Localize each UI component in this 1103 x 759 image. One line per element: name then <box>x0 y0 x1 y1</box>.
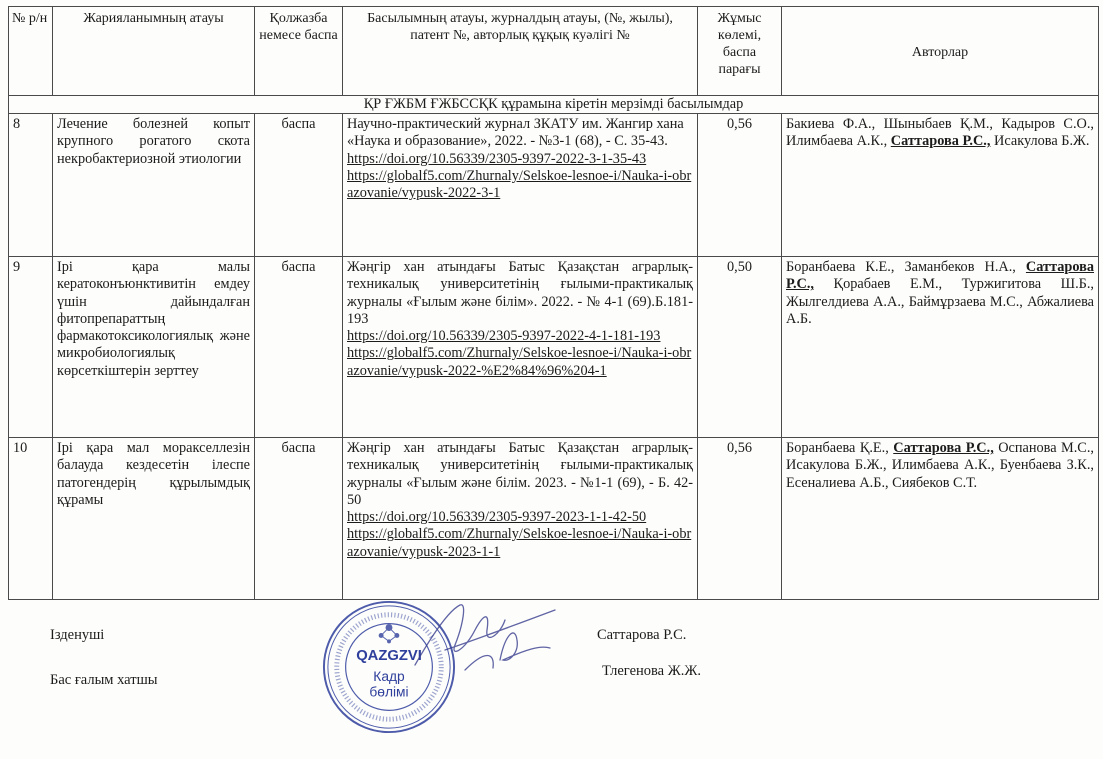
header-volume: Жұмыс көлемі, баспа парағы <box>698 7 782 96</box>
publication-source <box>343 438 698 600</box>
publication-source <box>343 114 698 257</box>
highlighted-author: Саттарова Р.С., <box>893 440 994 456</box>
authors-after: Оспанова М.С., Исакулова Б.Ж., Илимбаева А.К., Буенбаева З.К., Есеналиева А.Б., Сиябеков С.Т. <box>786 440 1094 491</box>
source-text: Научно-практический журнал ЗКАТУ им. Жангир хана «Наука и образование», 2022. - №3-1 (68), - С. 35-43. <box>347 116 684 150</box>
publication-title: Ірі қара малы кератоконъюнктивитін емдеу үшін дайындалған фитопрепараттың фармакотоксикологиялық және микробиологиялық көрсеткіштерін зерттеу <box>53 257 255 438</box>
authors-before: Боранбаева Қ.Е., <box>786 440 889 456</box>
publication-title: Ірі қара мал моракселлезін балауда кездесетін ілеспе патогендерің құрылымдық құрамы <box>53 438 255 600</box>
header-title: Жарияланымның атауы <box>53 7 255 96</box>
authors-list <box>782 114 1099 257</box>
section-row <box>9 96 1099 114</box>
stamp-logo-text: QAZGZVI <box>356 648 422 665</box>
publication-title: Лечение болезней копыт крупного рогатого скота некробактериозной этиологии <box>53 114 255 257</box>
table-row <box>9 438 1099 600</box>
row-number: 8 <box>9 114 53 257</box>
section-title: ҚР ҒЖБМ ҒЖБССҚК құрамына кіретін мерзімді басылымдар <box>9 96 1099 114</box>
publications-table <box>8 6 1099 600</box>
authors-list <box>782 438 1099 600</box>
stamp-logo-icon <box>379 624 400 643</box>
publication-type: баспа <box>255 438 343 600</box>
header-source: Басылымның атауы, журналдың атауы, (№, жылы), патент №, авторлық құқық куәлігі № <box>343 7 698 96</box>
doi-link[interactable]: https://doi.org/10.56339/2305-9397-2023-1-1-42-50 <box>347 509 647 526</box>
journal-link[interactable]: https://globalf5.com/Zhurnaly/Selskoe-lesnoe-i/Nauka-i-obrazovanie/vypusk-2022-3-1 <box>347 167 692 202</box>
handwritten-signature <box>405 590 565 685</box>
table-row <box>9 257 1099 438</box>
journal-link[interactable]: https://globalf5.com/Zhurnaly/Selskoe-lesnoe-i/Nauka-i-obrazovanie/vypusk-2022-%E2%84%96%204-1 <box>347 345 692 379</box>
journal-link[interactable]: https://globalf5.com/Zhurnaly/Selskoe-lesnoe-i/Nauka-i-obrazovanie/vypusk-2023-1-1 <box>347 526 692 560</box>
header-authors: Авторлар <box>782 7 1099 96</box>
doi-link[interactable]: https://doi.org/10.56339/2305-9397-2022-3-1-35-43 <box>347 150 647 167</box>
highlighted-author: Саттарова Р.С., <box>890 133 991 150</box>
publication-type: баспа <box>255 114 343 257</box>
work-volume: 0,56 <box>698 114 782 257</box>
applicant-name: Саттарова Р.С. <box>597 627 687 643</box>
source-text: Жәңгір хан атындағы Батыс Қазақстан аграрлық-техникалық университетінің ғылыми-практикалық журналы «Ғылым және білім». 2022. - № 4-1 (69).Б.181-193 <box>347 259 693 327</box>
stamp-line-2: бөлімі <box>369 684 409 700</box>
row-number: 9 <box>9 257 53 438</box>
authors-before: Бакиева Ф.А., Шыныбаев Қ.М., Кадыров С.О., Илимбаева А.К., <box>786 116 1094 150</box>
authors-before: Боранбаева К.Е., Заманбеков Н.А., <box>786 259 1016 275</box>
table-row <box>9 114 1099 257</box>
highlighted-author: Саттарова Р.С., <box>786 259 1095 293</box>
header-num: № р/н <box>9 7 53 96</box>
secretary-label: Бас ғалым хатшы <box>50 672 158 688</box>
secretary-name: Тлегенова Ж.Ж. <box>602 663 701 679</box>
authors-list <box>782 257 1099 438</box>
publication-source <box>343 257 698 438</box>
header-type: Қолжазба немесе баспа <box>255 7 343 96</box>
source-text: Жәңгір хан атындағы Батыс Қазақстан аграрлық-техникалық университетінің ғылыми-практикалық журналы «Ғылым және білім. 2023. - №1-1 (69), - Б. 42-50 <box>347 440 693 508</box>
authors-after: Исакулова Б.Ж. <box>994 133 1090 150</box>
work-volume: 0,56 <box>698 438 782 600</box>
doi-link[interactable]: https://doi.org/10.56339/2305-9397-2022-4-1-181-193 <box>347 328 661 345</box>
row-number: 10 <box>9 438 53 600</box>
stamp-line-1: Кадр <box>373 668 405 684</box>
work-volume: 0,50 <box>698 257 782 438</box>
header-row <box>9 7 1099 96</box>
applicant-label: Ізденуші <box>50 627 105 643</box>
authors-after: Қорабаев Е.М., Туржигитова Ш.Б., Жылгелдиева А.А., Баймұрзаева М.С., Абжалиева А.Б. <box>786 276 1094 327</box>
publication-type: баспа <box>255 257 343 438</box>
